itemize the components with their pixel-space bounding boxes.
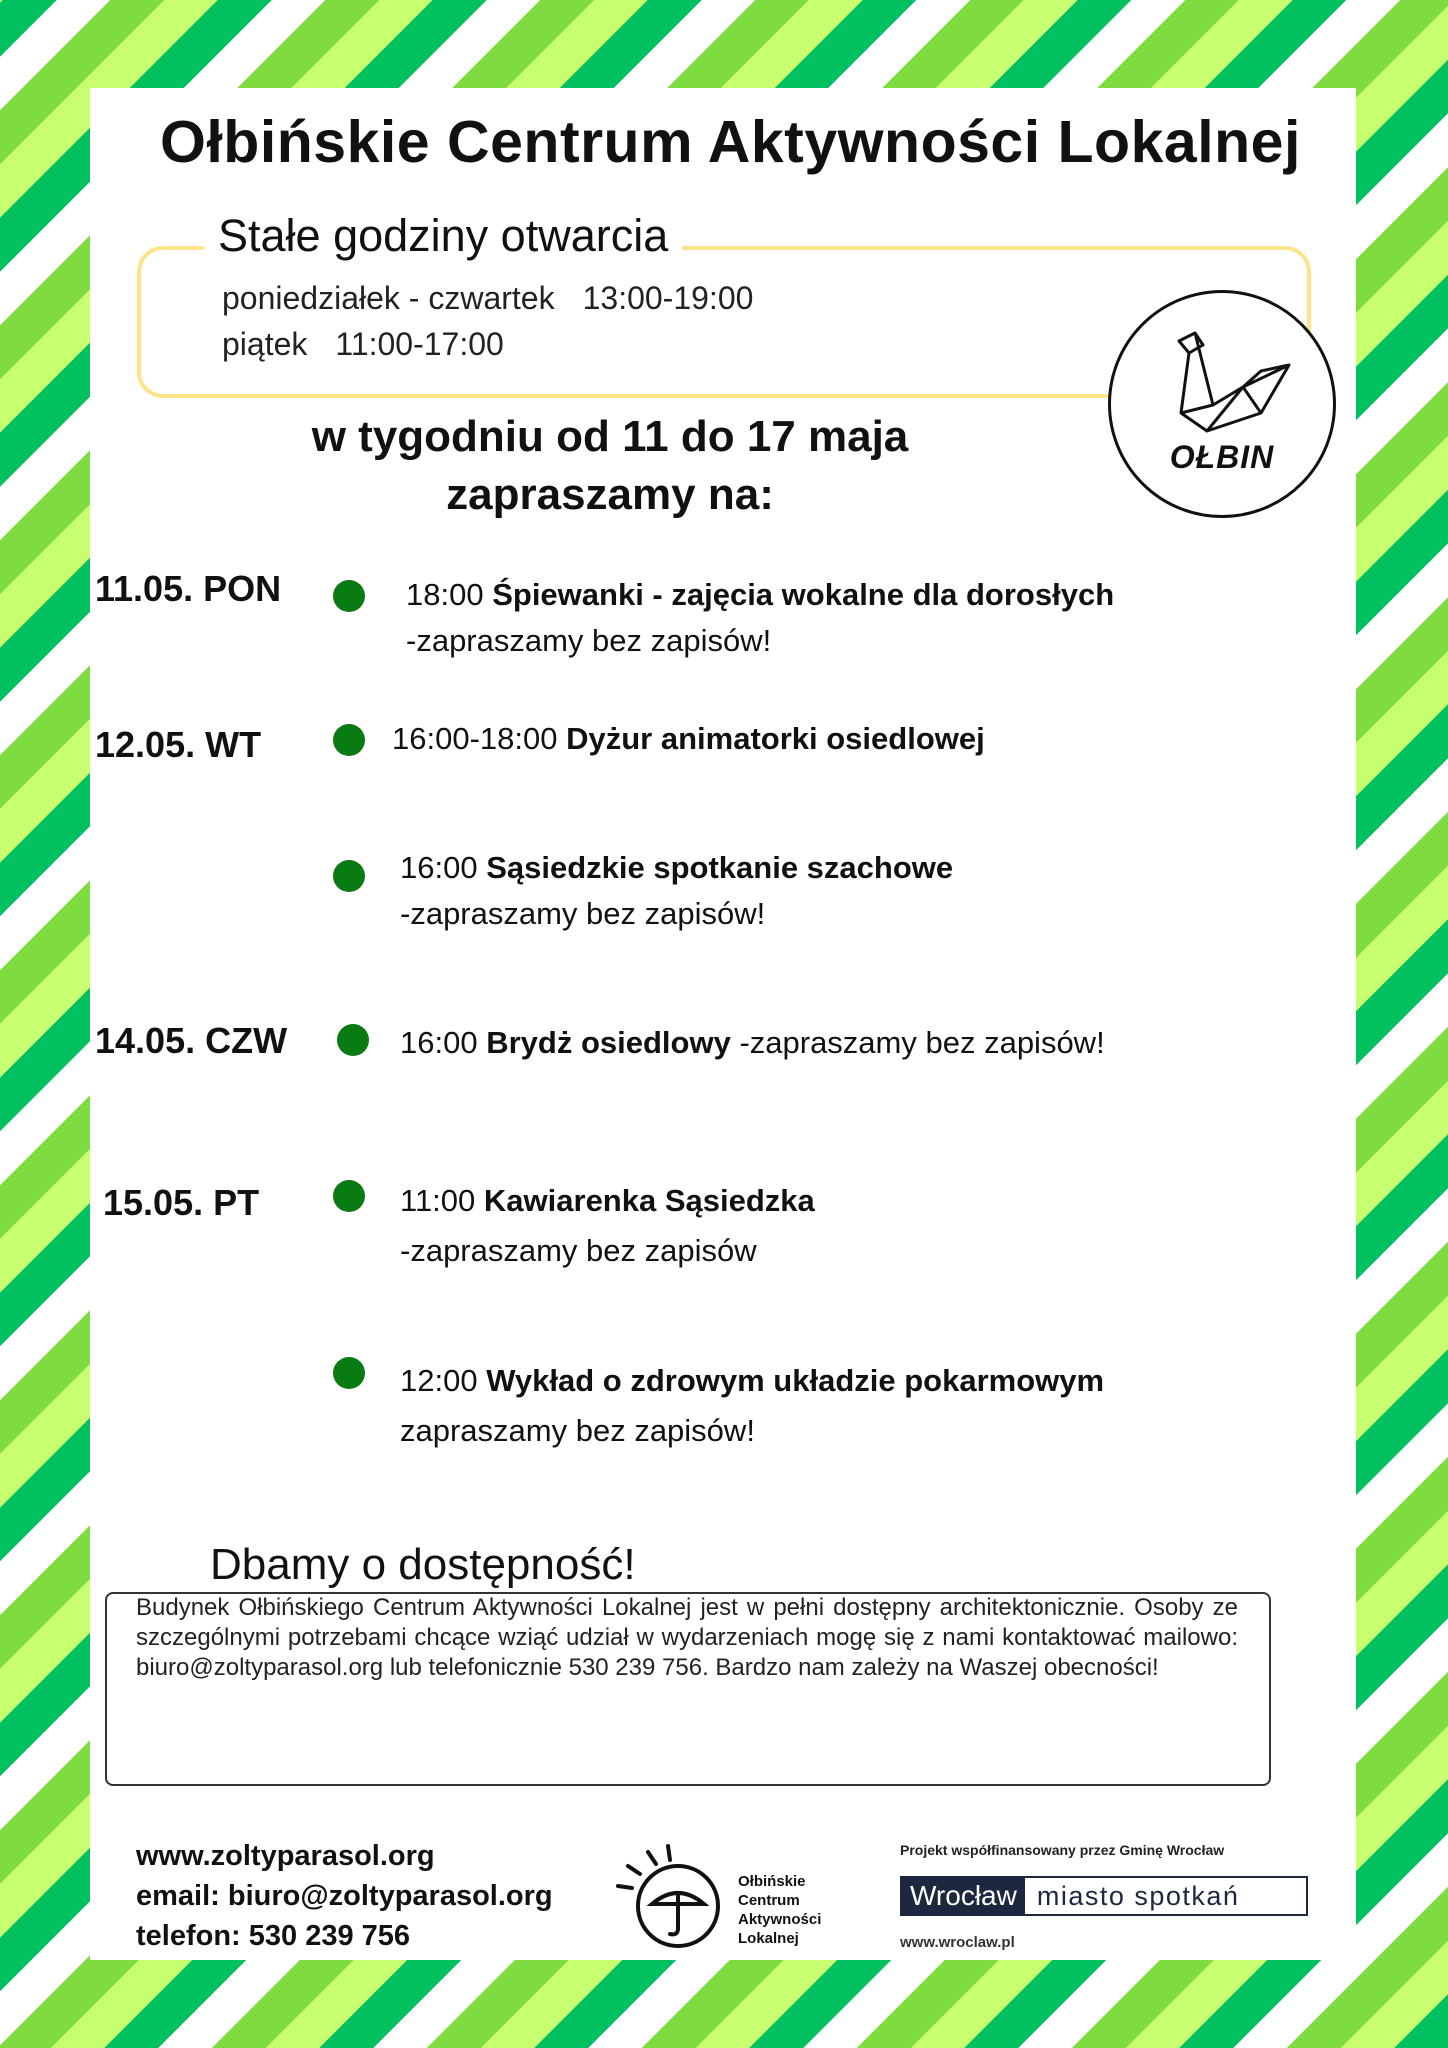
week-heading-line: zapraszamy na: [446,470,774,519]
wroclaw-logo [900,1876,1308,1916]
cal-logo-line: Aktywności [738,1911,822,1928]
event-bullet [333,580,365,612]
event-note: -zapraszamy bez zapisów! [739,1025,1105,1060]
opening-hours-time: 13:00-19:00 [582,280,754,316]
opening-hours-days: poniedziałek - czwartek [222,280,555,316]
funding-caption: Projekt współfinansowany przez Gminę Wrocław [900,1842,1225,1858]
opening-hours-title: Stałe godziny otwarcia [204,210,682,262]
event-item [400,1356,1104,1456]
contact-website[interactable]: www.zoltyparasol.org [136,1840,435,1872]
event-bullet [337,1024,369,1056]
event-name: Dyżur animatorki osiedlowej [566,721,985,756]
event-time: 12:00 [400,1363,478,1398]
olbin-logo [1108,290,1336,518]
event-time: 16:00-18:00 [392,721,558,756]
event-note: zapraszamy bez zapisów! [400,1413,755,1448]
event-bullet [333,1357,365,1389]
event-name: Sąsiedzkie spotkanie szachowe [486,850,954,885]
event-bullet [333,1180,365,1212]
day-label: 12.05. WT [95,724,262,765]
day-label: 15.05. PT [103,1182,260,1223]
event-name: Wykład o zdrowym układzie pokarmowym [486,1363,1105,1398]
event-time: 16:00 [400,850,478,885]
event-time: 16:00 [400,1025,478,1060]
umbrella-logo-icon [614,1844,734,1954]
event-note: -zapraszamy bez zapisów [400,1233,757,1268]
day-label: 11.05. PON [95,568,282,609]
wroclaw-logo-left: Wrocław [902,1878,1025,1914]
event-item [400,1176,815,1276]
accessibility-text: Budynek Ołbińskiego Centrum Aktywności Lokalnej jest w pełni dostępny architektonicznie. Osoby ze szczególnymi potrzebami chcące wziąć udział w wydarzeniach mogę się z nami kontaktować mailowo: biuro@zoltyparasol.org lub telefonicznie 530 239 756. Bardzo nam zależy na Waszej obecności! [136,1594,1238,1681]
event-name: Brydż osiedlowy [486,1025,731,1060]
event-item [400,1020,1105,1066]
event-item [406,572,1114,664]
day-label: 14.05. CZW [95,1020,288,1061]
event-note: -zapraszamy bez zapisów! [400,896,766,931]
event-item [392,716,985,762]
cal-logo-line: Centrum [738,1892,800,1909]
cal-logo-line: Ołbińskie [738,1873,806,1890]
cal-logo-line: Lokalnej [738,1930,799,1947]
olbin-logo-text: OŁBIN [1169,439,1275,475]
event-time: 11:00 [400,1183,476,1218]
event-bullet [333,860,365,892]
contact-phone: telefon: 530 239 756 [136,1920,411,1952]
event-note: -zapraszamy bez zapisów! [406,623,772,658]
event-item [400,845,953,937]
opening-hours-days: piątek [222,326,308,362]
wroclaw-url[interactable]: www.wroclaw.pl [900,1934,1015,1951]
week-heading [230,408,990,524]
cal-logo-text [738,1872,821,1948]
opening-hours-time: 11:00-17:00 [335,326,504,362]
page-title: Ołbińskie Centrum Aktywności Lokalnej [160,109,1301,175]
opening-hours-row [222,280,753,317]
event-name: Kawiarenka Sąsiedzka [483,1183,815,1218]
contact-email[interactable]: email: biuro@zoltyparasol.org [136,1880,553,1912]
event-bullet [333,724,365,756]
week-heading-line: w tygodniu od 11 do 17 maja [311,412,909,461]
contact-block [136,1836,553,1956]
event-time: 18:00 [406,577,484,612]
origami-swan-icon [1111,293,1333,515]
opening-hours-row [222,326,504,363]
wroclaw-logo-right: miasto spotkań [1036,1881,1240,1911]
event-name: Śpiewanki - zajęcia wokalne dla dorosłych [492,577,1115,612]
accessibility-title: Dbamy o dostępność! [196,1540,650,1590]
